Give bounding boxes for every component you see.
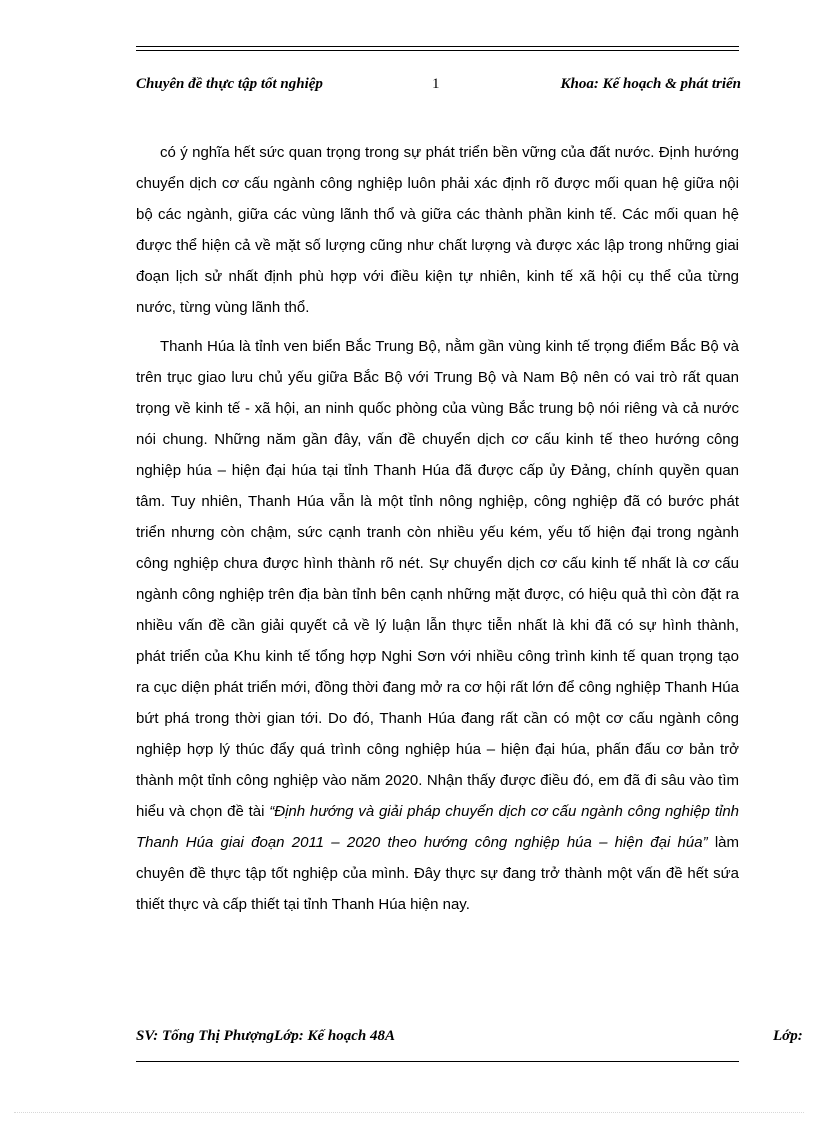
paragraph-1: có ý nghĩa hết sức quan trọng trong sự phát triển bền vững của đất nước. Định hướng chuyển dịch cơ cấu ngành công nghiệp luôn phải xác định rõ được mối quan hệ giữa nội bộ các ngành, giữa các vùng lãnh thổ và giữa các thành phần kinh tế. Các mối quan hệ được thể hiện cả về mặt số lượng cũng như chất lượng và được xác lập trong những giai đoạn lịch sử nhất định phù hợp với điều kiện tự nhiên, kinh tế xã hội cụ thể của từng nước, từng vùng lãnh thổ. [136, 144, 739, 316]
header-page-number: 1 [432, 76, 440, 92]
footer-student-info: SV: Tống Thị PhượngLớp: Kế hoạch 48A [136, 1028, 396, 1044]
paragraph-2-intro: Thanh Húa là tỉnh ven biển Bắc Trung Bộ, nằm gần vùng kinh tế trọng điểm Bắc Bộ và trên trục giao lưu chủ yếu giữa Bắc Bộ với Trung Bộ và Nam Bộ nên có vai trò rất quan trọng về kinh tế - xã hội, an ninh quốc phòng của vùng Bắc trung bộ nói riêng và cả nước nói chung. Những năm gần đây, vấn đề chuyển dịch cơ cấu kinh tế theo hướng công nghiệp húa – hiện đại húa tại tỉnh Thanh Húa đã được cấp ủy Đảng, chính quyền quan tâm. Tuy nhiên, Thanh Húa vẫn là một tỉnh nông nghiệp, công nghiệp đã có bước phát triển nhưng còn chậm, sức cạnh tranh còn nhiều yếu kém, yếu tố hiện đại trong ngành công nghiệp chưa được hình thành rõ nét. Sự chuyển dịch cơ cấu kinh tế nhất là cơ cấu ngành công nghiệp trên địa bàn tỉnh bên cạnh những mặt được, có hiệu quả thì còn đặt ra nhiều vấn đề cần giải quyết cả về lý luận lẫn thực tiễn nhất là khi đã có sự hình thành, phát triển của Khu kinh tế tổng hợp Nghi Sơn với nhiều công trình kinh tế quan trọng tạo ra cục diện phát triển mới, đồng thời đang mở ra cơ hội rất lớn để công nghiệp Thanh Húa bứt phá trong thời gian tới. Do đó, Thanh Húa đang rất cần có một cơ cấu ngành công nghiệp hợp lý thúc đẩy quá trình công nghiệp húa – hiện đại húa, phấn đấu cơ bản trở thành một tỉnh công nghiệp vào năm 2020. Nhận thấy được điều đó, em đã đi sâu vào tìm hiểu và chọn đề tài [136, 338, 739, 820]
header-rule-top [136, 46, 739, 47]
header-rule-second [136, 50, 739, 51]
document-body [136, 137, 739, 928]
footer-rule [136, 1061, 739, 1062]
page-bottom-edge [14, 1112, 804, 1113]
header-faculty: Khoa: Kế hoạch & phát triển [560, 76, 741, 92]
paragraph-2-end: làm chuyên đề thực tập tốt nghiệp của mình. Đây thực sự đang trở thành một vấn đề hết sứa thiết thực và cấp thiết tại tỉnh Thanh Húa hiện nay. [136, 834, 739, 913]
header-report-title: Chuyên đề thực tập tốt nghiệp [136, 76, 323, 92]
paragraph-2 [136, 331, 739, 920]
footer-class-label: Lớp: [773, 1028, 803, 1044]
thesis-title: “Định hướng và giải pháp chuyển dịch cơ cấu ngành công nghiệp tỉnh Thanh Húa giai đoạn 2011 – 2020 theo hướng công nghiệp húa – hiện đại húa” [136, 803, 739, 851]
